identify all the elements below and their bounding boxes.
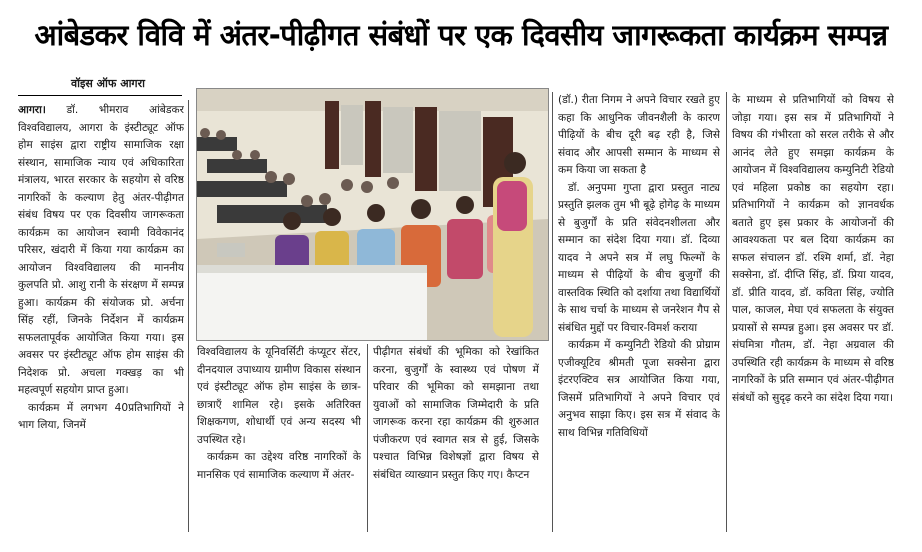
column-4-para-2: डॉ. अनुपमा गुप्ता द्वारा प्रस्तुत नाट्य प्रस्तुति झलक तुम भी बूढ़े होगेढ़ के माध्यम से बुजुर्गों के प्रति संवेदनशीलता और सम्मान का संदेश दिया गया। डॉ. दिव्या यादव ने अपने सत्र में लघु फिल्मों के माध्यम से पीढ़ियों के बीच बुजुर्गों की वास्तविक स्थिति को दर्शाया तथा विद्यार्थियों के साथ चर्चा के माध्यम से जनरेशन गैप से संबंधित मुद्दों पर विचार-विमर्श कराया <box>558 181 720 334</box>
column-2-para-1: विश्वविद्यालय के यूनिवर्सिटी कंप्यूटर सेंटर, दीनदयाल उपाध्याय ग्रामीण विकास संस्थान एवं इंस्टीट्यूट ऑफ होम साइंस के छात्र-छात्राएँ शामिल रहे। इसके अतिरिक्त शिक्षकगण, शोधार्थी एवं अन्य सदस्य भी उपस्थित रहे। <box>197 346 361 446</box>
column-5 <box>732 92 894 534</box>
column-4 <box>558 92 720 534</box>
column-4-para-1: (डॉ.) रीता निगम ने अपने विचार रखते हुए कहा कि आधुनिक जीवनशैली के कारण पीढ़ियों के बीच दूरी बढ़ रही है, जिसे संवाद और आपसी सम्मान के माध्यम से कम किया जा सकता है <box>558 94 720 176</box>
column-rule <box>726 92 727 532</box>
column-3 <box>373 344 539 534</box>
column-2 <box>197 344 361 534</box>
column-rule <box>552 92 553 532</box>
headline: आंबेडकर विवि में अंतर-पीढ़ीगत संबंधों पर एक दिवसीय जागरूकता कार्यक्रम सम्पन्न <box>34 18 888 52</box>
column-1-text-1: डॉ. भीमराव आंबेडकर विश्वविद्यालय, आगरा के इंस्टीट्यूट ऑफ होम साइंस द्वारा राष्ट्रीय सामाजिक रक्षा संस्थान, सामाजिक न्याय एवं अधिकारिता मंत्रालय, भारत सरकार के सहयोग से वरिष्ठ नागरिकों के कल्याण हेतु अंतर-पीढ़ीगत संबंध विषय पर एक दिवसीय जागरूकता कार्यक्रम का आयोजन स्वामी विवेकानंद परिसर, खंदारी में किया गया कार्यक्रम का आयोजन विश्वविद्यालय की माननीय कुलपति प्रो. आशु रानी के संरक्षण में सम्पन्न हुआ। कार्यक्रम की संयोजक प्रो. अर्चना सिंह रहीं, जिनके निर्देशन में कार्यक्रम सफलतापूर्वक आयोजित किया गया। इस अवसर पर इंस्टीट्यूट ऑफ होम साइंस की निदेशक प्रो. अचला गक्खड़ का भी महत्वपूर्ण सहयोग प्राप्त हुआ। <box>18 104 184 396</box>
column-3-para-1: पीढ़ीगत संबंधों की भूमिका को रेखांकित करना, बुजुर्गों के स्वास्थ्य एवं पोषण में परिवार की भूमिका को समझाना तथा युवाओं को सामाजिक जिम्मेदारी के प्रति जागरूक करना रहा कार्यक्रम की शुरुआत पंजीकरण एवं स्वागत सत्र से हुई, जिसके पश्चात विभिन्न विशेषज्ञों द्वारा विषय से संबंधित व्याख्यान प्रस्तुत किए गए। कैप्टन <box>373 346 539 481</box>
column-2-para-2: कार्यक्रम का उद्देश्य वरिष्ठ नागरिकों के मानसिक एवं सामाजिक कल्याण में अंतर- <box>197 451 361 481</box>
column-4-para-3: कार्यक्रम में कम्युनिटी रेडियो की प्रोग्राम एजीक्यूटिव श्रीमती पूजा सक्सेना द्वारा इंटरएक्टिव सत्र आयोजित किया गया, जिसमें प्रतिभागियों ने अपने विचार एवं अनुभव साझा किए। इस सत्र में संवाद के साथ विभिन्न गतिविधियों <box>558 339 720 439</box>
column-1-para-2: कार्यक्रम में लगभग 40प्रतिभागियों ने भाग लिया, जिनमें <box>18 401 184 431</box>
dateline: आगरा। <box>18 104 46 116</box>
byline-rule <box>18 95 182 96</box>
column-rule <box>367 344 368 532</box>
event-photo-illustration <box>197 89 548 340</box>
byline: वॉइस ऑफ आगरा <box>71 77 145 90</box>
column-1 <box>18 102 184 534</box>
event-photo <box>196 88 549 341</box>
column-rule <box>188 100 189 532</box>
column-1-para-1 <box>18 102 184 400</box>
column-5-para-1: के माध्यम से प्रतिभागियों को विषय से जोड़ा गया। इस सत्र में प्रतिभागियों ने विषय की गंभीरता को सरल तरीके से और आनंद लेते हुए समझा कार्यक्रम के आयोजन में विश्वविद्यालय कम्युनिटी रेडियो एवं महिला प्रकोष्ठ का सहयोग रहा। प्रतिभागियों ने कार्यक्रम को ज्ञानवर्धक बताते हुए इस प्रकार के आयोजनों की आवश्यकता पर बल दिया कार्यक्रम का सफल संचालन डॉ. रश्मि शर्मा, डॉ. नेहा सक्सेना, डॉ. दीप्ति सिंह, डॉ. प्रिया यादव, डॉ. प्रीति यादव, डॉ. कविता सिंह, ज्योति पाल, काजल, मेघा एवं सफलता के संयुक्त प्रयासों से सम्पन्न हुआ। इस अवसर पर डॉ. संघमित्रा गौतम, डॉ. नेहा अग्रवाल की उपस्थिति रही कार्यक्रम के माध्यम से वरिष्ठ नागरिकों के प्रति सम्मान एवं अंतर-पीढ़ीगत संबंधों को सुदृढ़ करने का संदेश दिया गया। <box>732 94 894 404</box>
